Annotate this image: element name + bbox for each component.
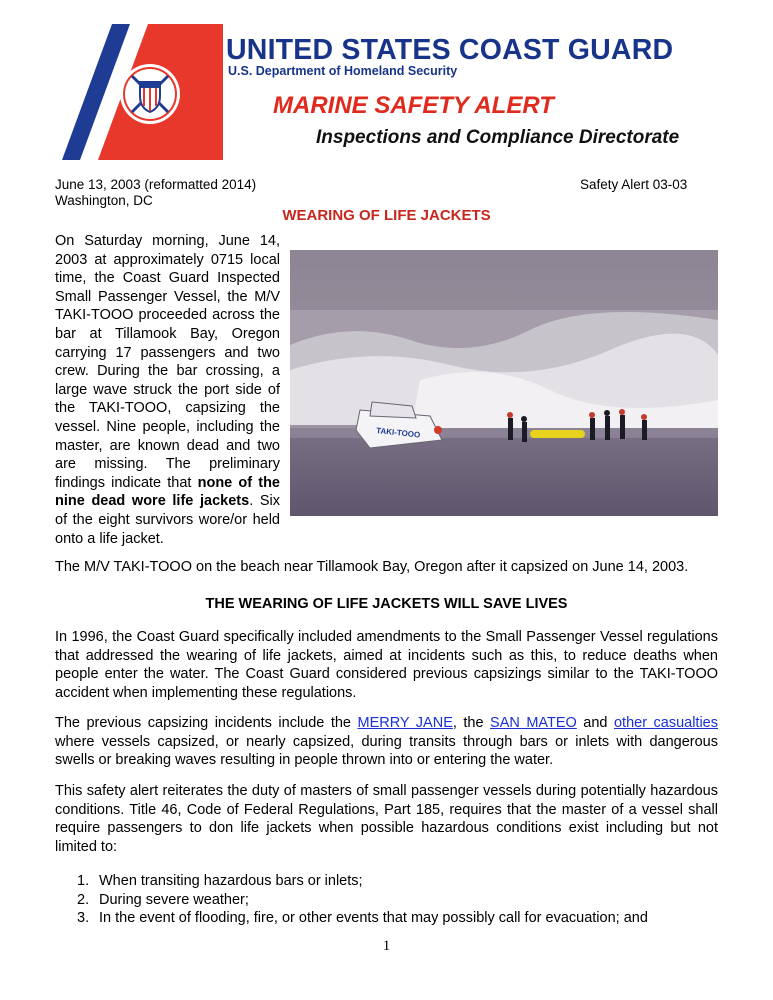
intro-text-end: . Six of the eight survivors wore/or held onto a life jacket. xyxy=(55,493,280,547)
paragraph-3: This safety alert reiterates the duty of masters of small passenger vessels during potentially hazardous conditions. Title 46, Code of Federal Regulations, Part 185, requires that the master of a vessel shall require passengers to don life jackets when possible hazardous conditions exist including but not limited to: xyxy=(55,783,718,855)
alert-type-title: MARINE SAFETY ALERT xyxy=(273,92,554,119)
alert-date: June 13, 2003 (reformatted 2014) xyxy=(55,177,257,192)
section-subheading: THE WEARING OF LIFE JACKETS WILL SAVE LIVES xyxy=(205,596,568,612)
list-item: 1. When transiting hazardous bars or inlets; xyxy=(77,873,363,889)
merry-jane-link[interactable]: MERRY JANE xyxy=(357,715,453,731)
paragraph-2: The previous capsizing incidents include the MERRY JANE, the SAN MATEO and other casualties where vessels capsized, or nearly capsized, during transits through bars or inlets with dangerous swells or breaking waves resulting in people thrown into or entering the water. xyxy=(55,715,718,769)
list-item: 2. During severe weather; xyxy=(77,891,249,908)
intro-section xyxy=(55,232,718,548)
list-item: 3. In the event of flooding, fire, or other events that may possibly call for evacuation; and xyxy=(77,910,648,927)
department-name: U.S. Department of Homeland Security xyxy=(228,64,458,78)
intro-bold-text: none of the nine dead wore life jackets xyxy=(55,474,280,510)
alert-number: Safety Alert 03-03 xyxy=(580,177,688,192)
capsized-vessel-photo xyxy=(290,250,718,516)
paragraph-1: In 1996, the Coast Guard specifically included amendments to the Small Passenger Vessel regulations that addressed the wearing of life jackets, aimed at incidents such as this, to reduce deaths when people enter the water. The Coast Guard considered previous capsizings similar to the TAKI-TOOO accident when implementing these regulations. xyxy=(55,629,718,701)
conditions-list xyxy=(77,872,648,928)
page-number: 1 xyxy=(382,938,391,954)
document-title: WEARING OF LIFE JACKETS xyxy=(282,207,491,224)
photo-hull-text: TAKI-TOOO xyxy=(375,426,421,440)
intro-text: On Saturday morning, June 14, 2003 at approximately 0715 local time, the Coast Guard Inspected Small Passenger Vessel, the M/V TAKI-TOOO proceeded across the bar at Tillamook Bay, Oregon carrying 17 passengers and two crew. During the bar crossing, a large wave struck the port side of the TAKI-TOOO, capsizing the vessel. Nine people, including the master, are known dead and two are missing. The preliminary findings indicate that xyxy=(55,233,280,491)
photo-caption: The M/V TAKI-TOOO on the beach near Tillamook Bay, Oregon after it capsized on June 14, 2003. xyxy=(55,559,689,575)
alert-location: Washington, DC xyxy=(55,193,153,208)
organization-name: UNITED STATES COAST GUARD xyxy=(226,34,674,66)
coast-guard-emblem-icon xyxy=(120,64,180,124)
directorate-name: Inspections and Compliance Directorate xyxy=(316,127,680,148)
other-casualties-link[interactable]: other casualties xyxy=(613,715,718,731)
san-mateo-link[interactable]: SAN MATEO xyxy=(490,715,577,731)
coast-guard-logo xyxy=(58,24,223,160)
